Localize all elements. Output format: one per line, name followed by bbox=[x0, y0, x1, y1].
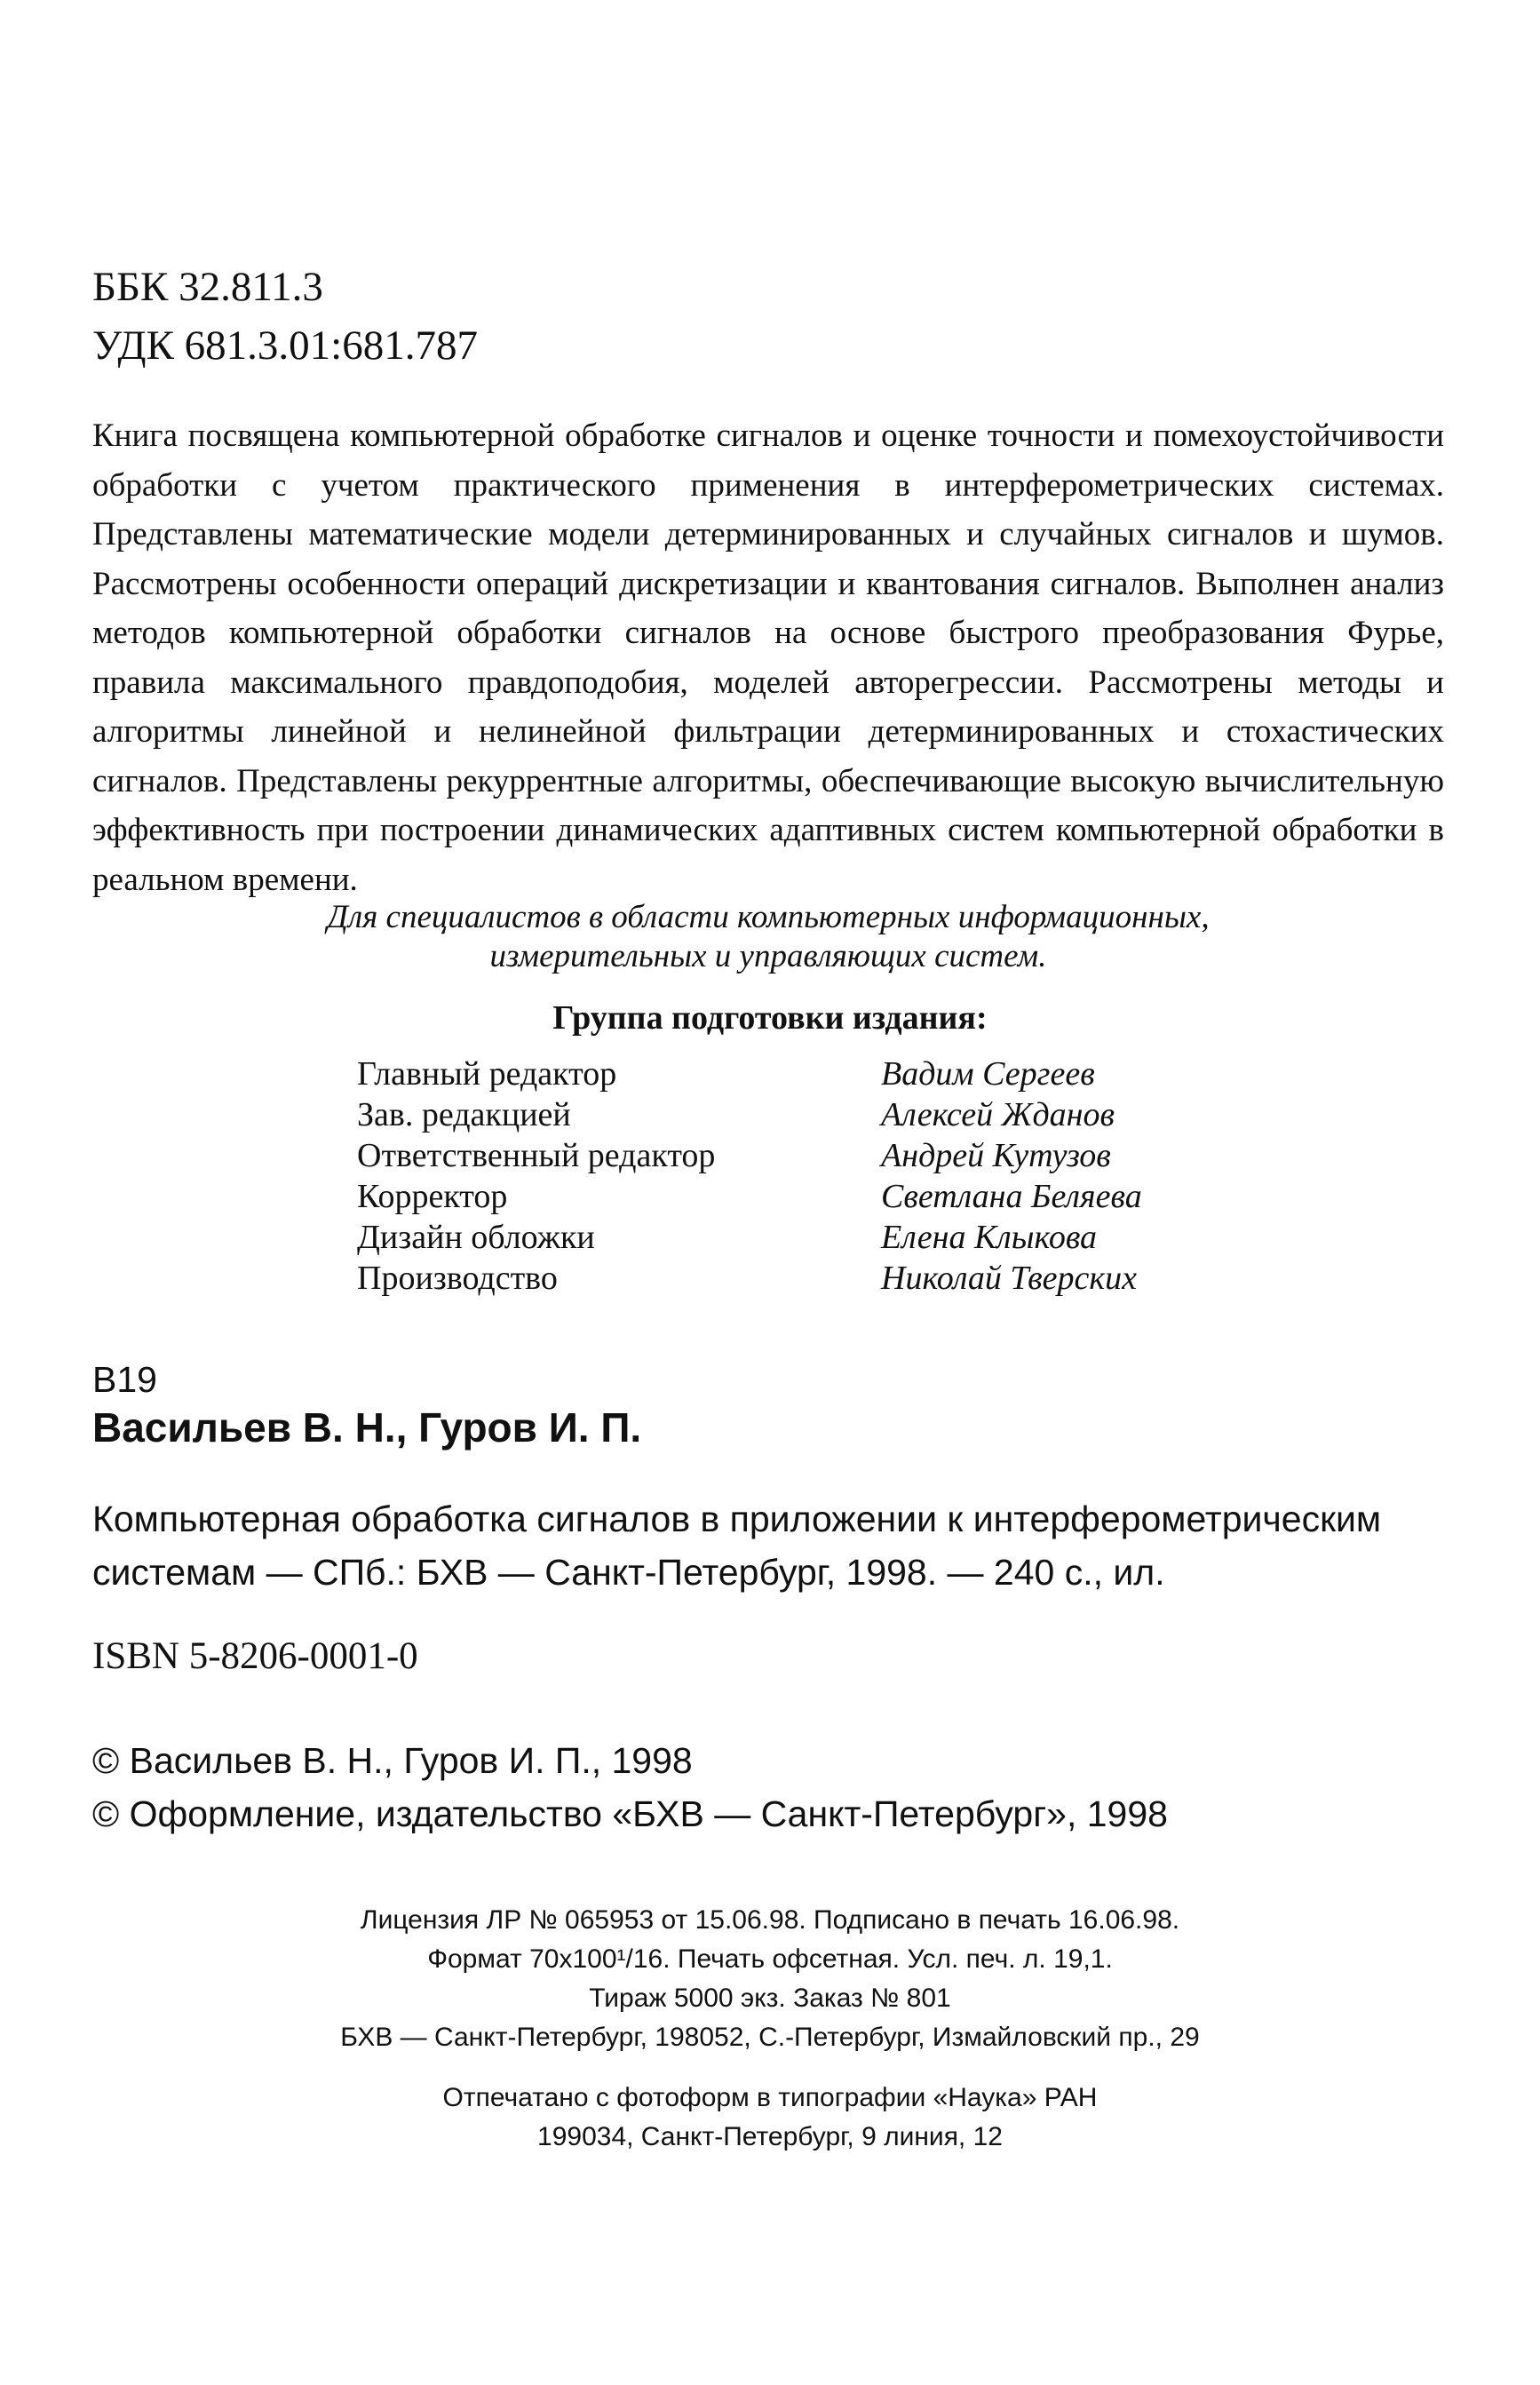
crew-row bbox=[357, 1053, 1142, 1094]
target-audience bbox=[92, 898, 1444, 976]
crew-person: Вадим Сергеев bbox=[881, 1055, 1095, 1093]
copyright-block bbox=[92, 1734, 1168, 1840]
crew-role: Главный редактор bbox=[357, 1055, 617, 1093]
abstract-text: Книга посвящена компьютерной обработке сигналов и оценке точности и помехоустойчивости обработки с учетом практического применения в интерферометрических системах. Представлены математические модели детерминированных и случайных сигналов и шумов. Рассмотрены особенности операций дискретизации и квантования сигналов. Выполнен анализ методов компьютерной обработки сигналов на основе быстрого преобразования Фурье, правила максимального правдоподобия, моделей авторегрессии. Рассмотрены методы и алгоритмы линейной и нелинейной фильтрации детерминированных и стохастических сигналов. Представлены рекуррентные алгоритмы, обеспечивающие высокую вычислительную эффективность при построении динамических адаптивных систем компьютерной обработки в реальном времени. bbox=[92, 417, 1444, 898]
printer-details bbox=[0, 2079, 1540, 2157]
crew-row bbox=[357, 1258, 1142, 1299]
crew-role: Корректор bbox=[357, 1178, 508, 1215]
crew-row bbox=[357, 1094, 1142, 1135]
audience-line-2: измерительных и управляющих систем. bbox=[489, 938, 1047, 974]
crew-person: Алексей Жданов bbox=[881, 1096, 1115, 1133]
crew-role: Дизайн обложки bbox=[357, 1219, 595, 1256]
crew-role: Зав. редакцией bbox=[357, 1096, 571, 1133]
book-title-description: Компьютерная обработка сигналов в приложении к интерферометрическим системам — СПб.: БХВ — Санкт-Петербург, 1998. — 240 с., ил. bbox=[92, 1499, 1382, 1593]
crew-row bbox=[357, 1135, 1142, 1176]
copyright-authors: © Васильев В. Н., Гуров И. П., 1998 bbox=[92, 1740, 693, 1781]
crew-person: Светлана Беляева bbox=[881, 1178, 1142, 1215]
crew-person: Елена Клыкова bbox=[881, 1219, 1098, 1256]
format-line: Формат 70x100¹/16. Печать офсетная. Усл. печ. л. 19,1. bbox=[427, 1944, 1113, 1974]
authors: Васильев В. Н., Гуров И. П. bbox=[92, 1404, 642, 1451]
crew-row bbox=[357, 1176, 1142, 1217]
catalog-code: В19 bbox=[92, 1359, 157, 1400]
print-run-line: Тираж 5000 экз. Заказ № 801 bbox=[589, 1984, 951, 2013]
printer-line: Отпечатано с фотоформ в типографии «Наука» РАН bbox=[442, 2083, 1098, 2112]
crew-person: Андрей Кутузов bbox=[881, 1137, 1111, 1174]
crew-role: Производство bbox=[357, 1260, 558, 1297]
printing-details bbox=[0, 1901, 1540, 2057]
publisher-address: БХВ — Санкт-Петербург, 198052, С.-Петербург, Измайловский пр., 29 bbox=[340, 2023, 1200, 2052]
udk-code: УДК 681.3.01:681.787 bbox=[92, 322, 478, 369]
bbk-code: ББК 32.811.3 bbox=[92, 264, 323, 310]
license-line: Лицензия ЛР № 065953 от 15.06.98. Подписано в печать 16.06.98. bbox=[360, 1905, 1180, 1935]
isbn: ISBN 5-8206-0001-0 bbox=[92, 1635, 418, 1677]
copyright-publisher: © Оформление, издательство «БХВ — Санкт-Петербург», 1998 bbox=[92, 1793, 1168, 1834]
crew-row bbox=[357, 1217, 1142, 1258]
audience-line-1: Для специалистов в области компьютерных информационных, bbox=[327, 899, 1210, 935]
classification-codes bbox=[92, 258, 478, 375]
crew-person: Николай Тверских bbox=[881, 1260, 1137, 1297]
crew-title: Группа подготовки издания: bbox=[552, 999, 988, 1037]
abstract bbox=[92, 411, 1444, 904]
crew-list bbox=[357, 1053, 1142, 1299]
crew-role: Ответственный редактор bbox=[357, 1137, 716, 1174]
printer-address: 199034, Санкт-Петербург, 9 линия, 12 bbox=[537, 2122, 1003, 2151]
